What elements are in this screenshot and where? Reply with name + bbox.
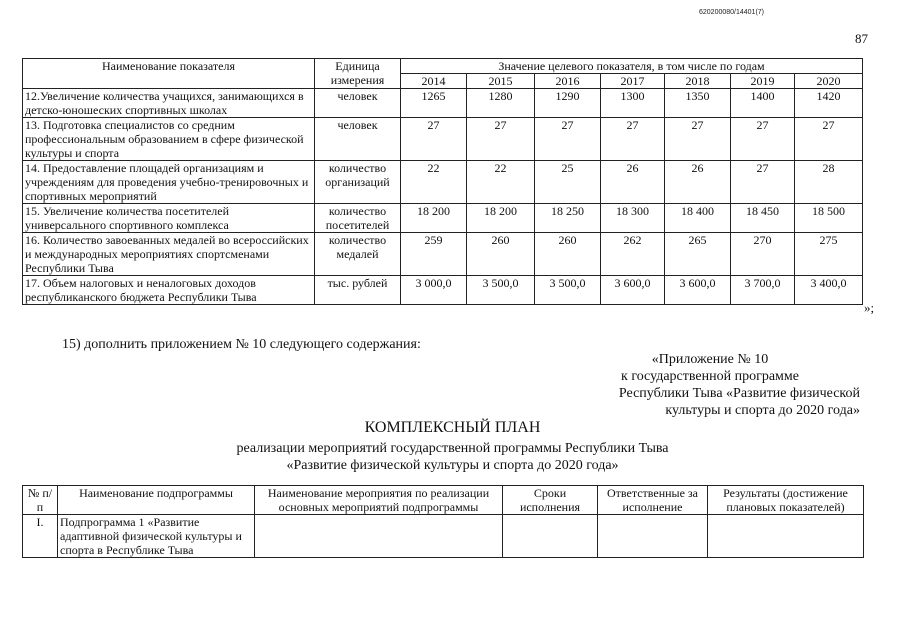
indicator-value: 27 (665, 118, 731, 161)
indicator-value: 27 (795, 118, 863, 161)
indicator-value: 26 (665, 161, 731, 204)
indicator-value: 260 (535, 233, 601, 276)
indicator-value: 27 (535, 118, 601, 161)
indicator-value: 26 (601, 161, 665, 204)
indicator-value: 27 (731, 161, 795, 204)
indicator-value: 3 400,0 (795, 276, 863, 305)
column-header-name: Наименование показателя (23, 59, 315, 89)
column-header-values: Значение целевого показателя, в том числе по годам (401, 59, 863, 74)
column-header: № п/п (23, 486, 58, 515)
column-header: Наименование мероприятия по реализации основных мероприятий подпрограммы (255, 486, 503, 515)
indicator-table (22, 58, 863, 305)
year-header: 2019 (731, 74, 795, 89)
column-header-unit: Единица измерения (315, 59, 401, 89)
table-row (23, 276, 863, 305)
indicator-value: 1420 (795, 89, 863, 118)
appendix-line: к государственной программе (621, 369, 799, 384)
year-header: 2017 (601, 74, 665, 89)
indicator-name: 17. Объем налоговых и неналоговых доходов республиканского бюджета Республики Тыва (23, 276, 315, 305)
empty-cell (503, 515, 598, 558)
column-header: Наименование подпрограммы (58, 486, 255, 515)
indicator-value: 27 (401, 118, 467, 161)
indicator-value: 3 500,0 (467, 276, 535, 305)
indicator-name: 12.Увеличение количества учащихся, занимающихся в детско-юношеских спортивных школах (23, 89, 315, 118)
indicator-value: 18 400 (665, 204, 731, 233)
indicator-value: 27 (731, 118, 795, 161)
indicator-value: 3 600,0 (601, 276, 665, 305)
table-row (23, 161, 863, 204)
year-header: 2020 (795, 74, 863, 89)
indicator-value: 18 300 (601, 204, 665, 233)
indicator-value: 1280 (467, 89, 535, 118)
year-header: 2018 (665, 74, 731, 89)
indicator-value: 1350 (665, 89, 731, 118)
amendment-instruction: 15) дополнить приложением № 10 следующего содержания: (62, 337, 421, 352)
indicator-value: 1265 (401, 89, 467, 118)
indicator-value: 28 (795, 161, 863, 204)
table-row (23, 204, 863, 233)
indicator-unit: человек (315, 118, 401, 161)
indicator-value: 3 600,0 (665, 276, 731, 305)
plan-table (22, 485, 864, 558)
document-id: 620200080/14401(7) (699, 9, 765, 16)
subprogram-name: Подпрограмма 1 «Развитие адаптивной физической культуры и спорта в Республике Тыва (58, 515, 255, 558)
indicator-value: 3 700,0 (731, 276, 795, 305)
indicator-value: 22 (401, 161, 467, 204)
appendix-line: культуры и спорта до 2020 года» (665, 403, 860, 418)
indicator-name: 13. Подготовка специалистов со средним профессиональным образованием в сфере физической культуры и спорта (23, 118, 315, 161)
indicator-value: 27 (467, 118, 535, 161)
column-header: Результаты (достижение плановых показателей) (708, 486, 864, 515)
indicator-value: 3 500,0 (535, 276, 601, 305)
indicator-unit: человек (315, 89, 401, 118)
column-header: Ответственные за исполнение (598, 486, 708, 515)
indicator-value: 18 500 (795, 204, 863, 233)
year-header: 2015 (467, 74, 535, 89)
indicator-value: 275 (795, 233, 863, 276)
plan-subtitle: реализации мероприятий государственной программы Республики Тыва (236, 441, 669, 456)
indicator-unit: количество посетителей (315, 204, 401, 233)
indicator-value: 1300 (601, 89, 665, 118)
indicator-value: 259 (401, 233, 467, 276)
indicator-value: 25 (535, 161, 601, 204)
table-row (23, 89, 863, 118)
indicator-value: 265 (665, 233, 731, 276)
indicator-value: 262 (601, 233, 665, 276)
plan-title: КОМПЛЕКСНЫЙ ПЛАН (364, 419, 541, 436)
empty-cell (708, 515, 864, 558)
table-row (23, 515, 864, 558)
indicator-unit: количество организаций (315, 161, 401, 204)
indicator-unit: количество медалей (315, 233, 401, 276)
indicator-name: 16. Количество завоеванных медалей во всероссийских и международных мероприятиях спортсменами Республики Тыва (23, 233, 315, 276)
table-row (23, 233, 863, 276)
appendix-line: «Приложение № 10 (651, 352, 769, 367)
indicator-value: 27 (601, 118, 665, 161)
indicator-name: 14. Предоставление площадей организациям и учреждениям для проведения учебно-тренировочных и спортивных мероприятий (23, 161, 315, 204)
indicator-value: 260 (467, 233, 535, 276)
table-row (23, 118, 863, 161)
indicator-value: 18 450 (731, 204, 795, 233)
closing-quote: »; (864, 300, 875, 315)
page-number: 87 (855, 31, 868, 46)
indicator-value: 22 (467, 161, 535, 204)
indicator-name: 15. Увеличение количества посетителей универсального спортивного комплекса (23, 204, 315, 233)
year-header: 2014 (401, 74, 467, 89)
indicator-unit: тыс. рублей (315, 276, 401, 305)
empty-cell (598, 515, 708, 558)
indicator-value: 270 (731, 233, 795, 276)
empty-cell (255, 515, 503, 558)
indicator-value: 18 200 (401, 204, 467, 233)
indicator-value: 1290 (535, 89, 601, 118)
indicator-value: 18 200 (467, 204, 535, 233)
column-header: Сроки исполнения (503, 486, 598, 515)
indicator-value: 1400 (731, 89, 795, 118)
indicator-value: 18 250 (535, 204, 601, 233)
year-header: 2016 (535, 74, 601, 89)
row-number: I. (23, 515, 58, 558)
appendix-heading (560, 351, 860, 419)
appendix-line: Республики Тыва «Развитие физической (618, 386, 860, 401)
plan-subtitle: «Развитие физической культуры и спорта до 2020 года» (286, 458, 619, 473)
indicator-value: 3 000,0 (401, 276, 467, 305)
